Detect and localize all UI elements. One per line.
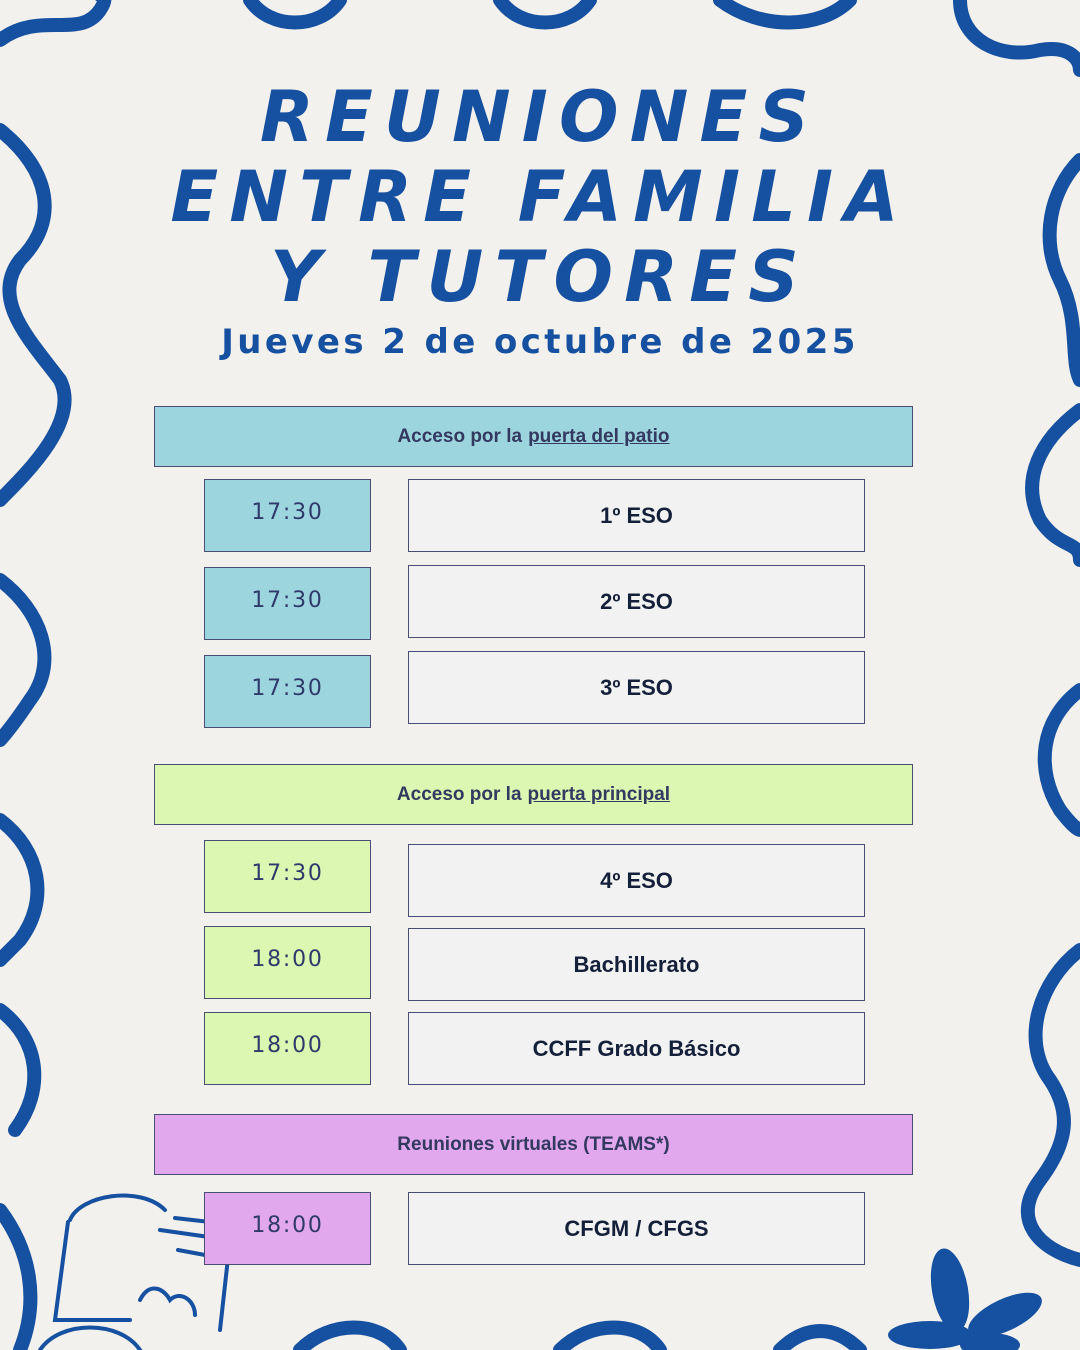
section-header-link: puerta del patio <box>528 425 670 447</box>
group-name: CFGM / CFGS <box>408 1192 865 1265</box>
time-slot: 18:00 <box>204 1192 371 1265</box>
time-slot: 17:30 <box>204 567 371 640</box>
title-line-1: REUNIONES <box>259 76 821 158</box>
event-date: Jueves 2 de octubre de 2025 <box>221 322 859 362</box>
group-name: Bachillerato <box>408 928 865 1001</box>
title-line-2: ENTRE FAMILIA <box>170 156 910 238</box>
group-name: 4º ESO <box>408 844 865 917</box>
time-slot: 17:30 <box>204 840 371 913</box>
group-name: CCFF Grado Básico <box>408 1012 865 1085</box>
time-slot: 17:30 <box>204 479 371 552</box>
group-name: 1º ESO <box>408 479 865 552</box>
section-header-link: puerta principal <box>527 783 671 805</box>
section-header-text: Reuniones virtuales (TEAMS*) <box>397 1133 670 1155</box>
section-header-principal <box>154 764 913 825</box>
section-header-prefix: Acceso por la <box>397 425 523 447</box>
time-slot: 18:00 <box>204 1012 371 1085</box>
section-header-patio <box>154 406 913 467</box>
time-slot: 18:00 <box>204 926 371 999</box>
time-slot: 17:30 <box>204 655 371 728</box>
group-name: 2º ESO <box>408 565 865 638</box>
group-name: 3º ESO <box>408 651 865 724</box>
section-header-prefix: Acceso por la <box>396 783 522 805</box>
section-header-virtual <box>154 1114 913 1175</box>
title-line-3: Y TUTORES <box>270 236 810 318</box>
